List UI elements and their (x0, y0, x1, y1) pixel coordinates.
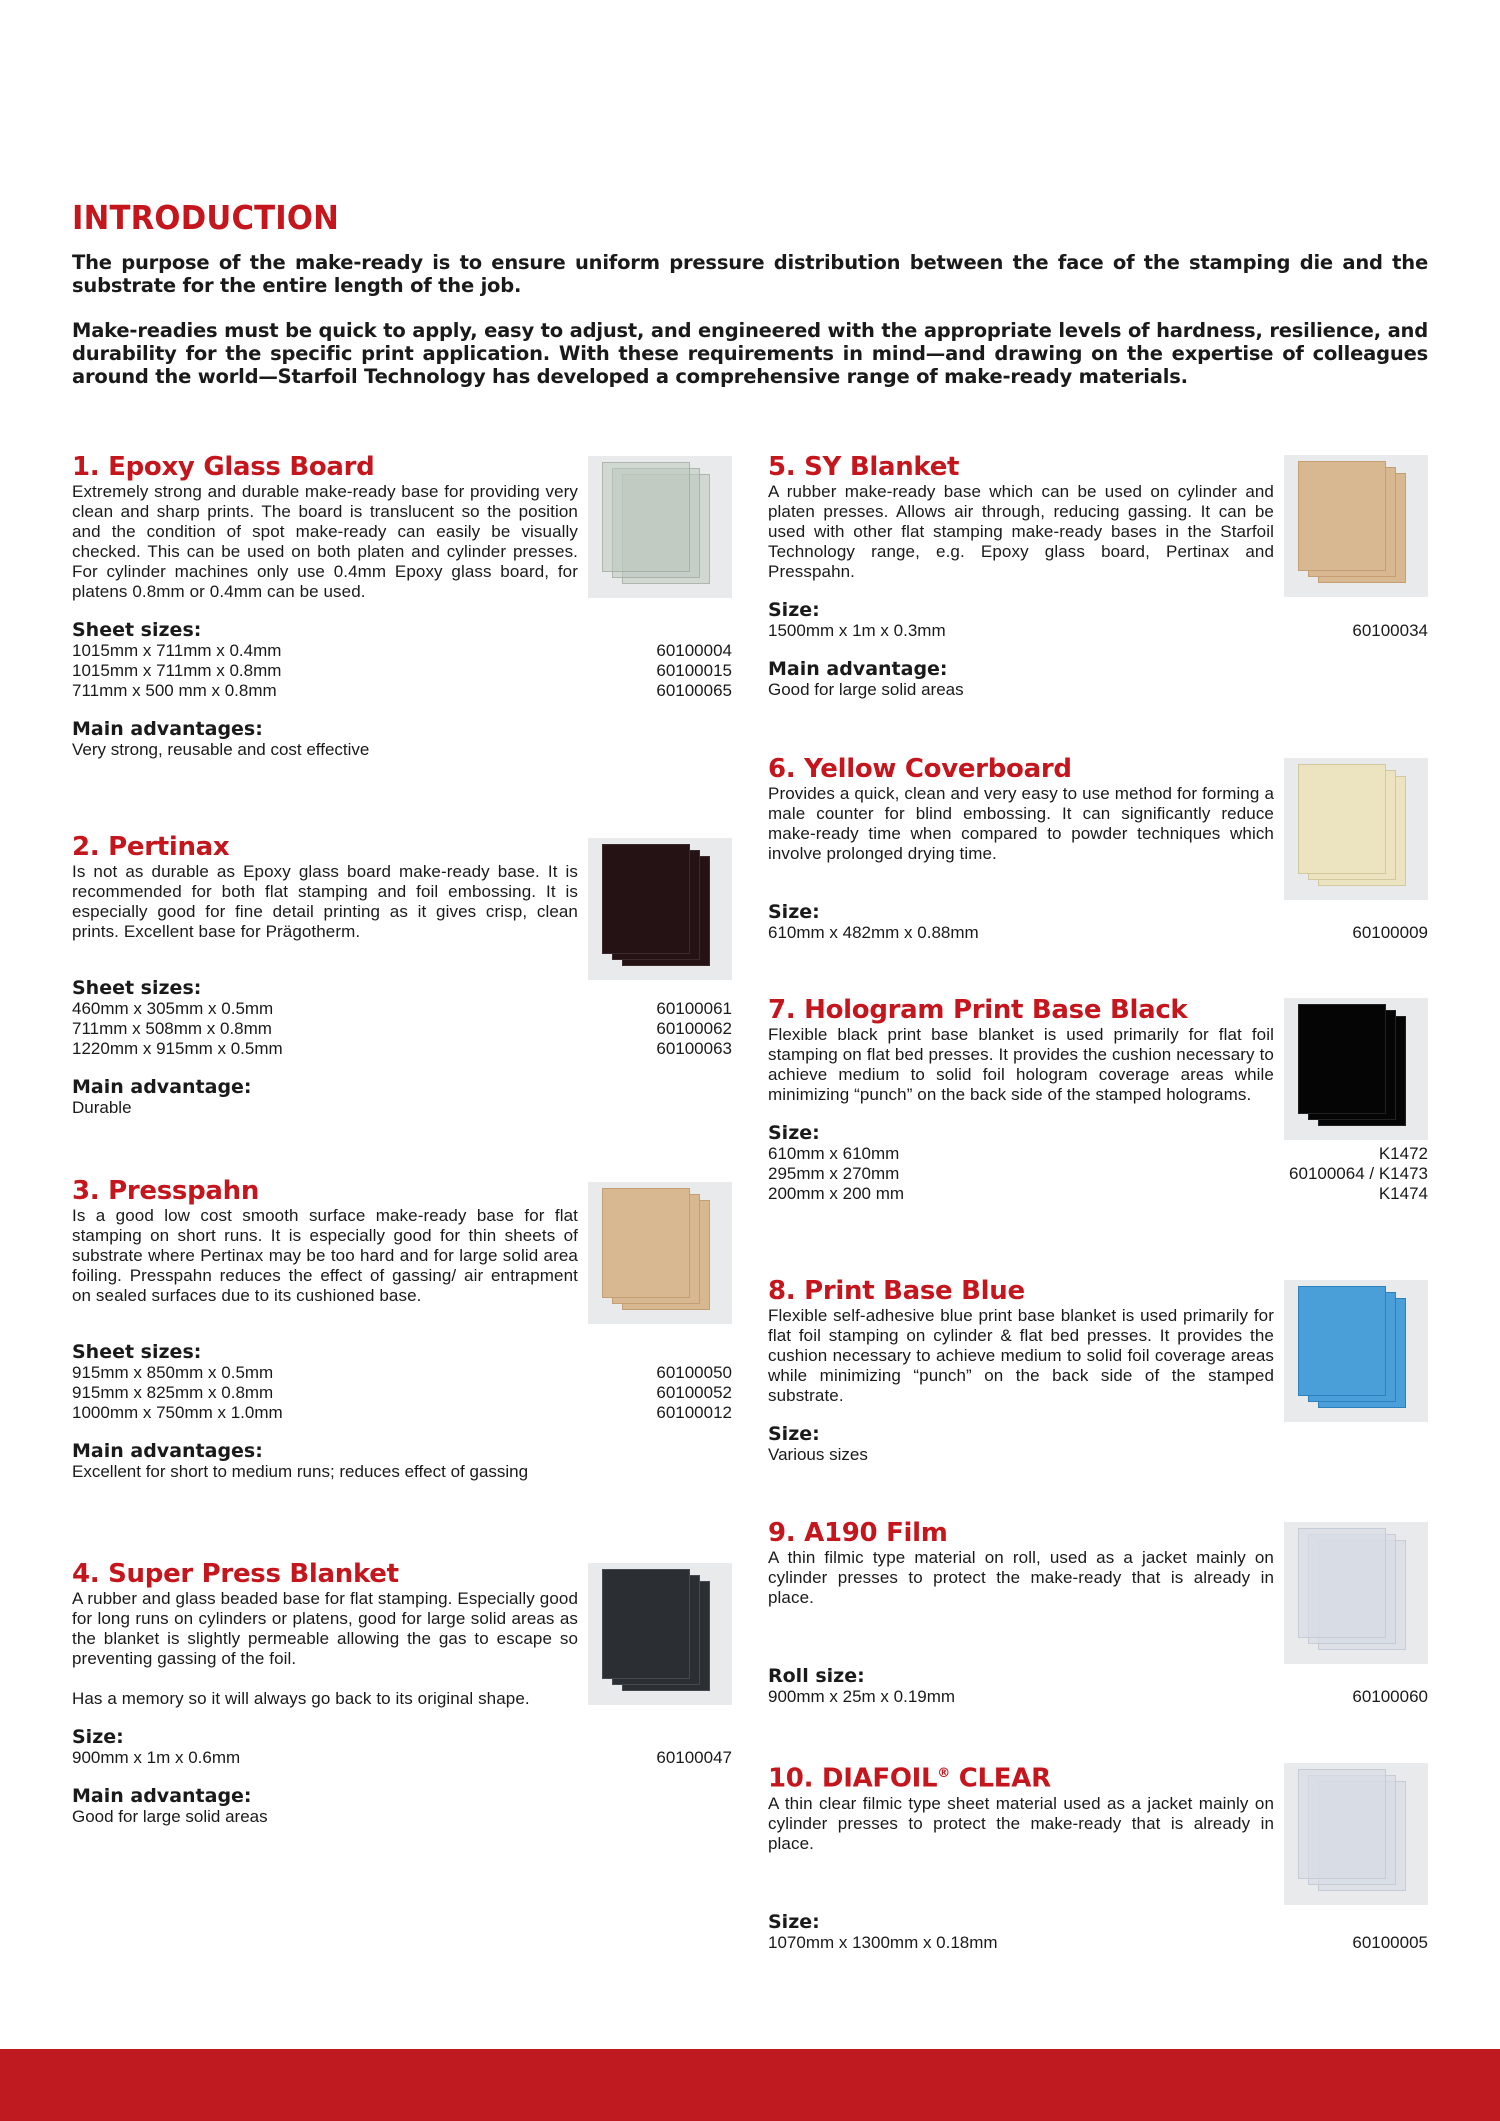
description-paragraph: Is a good low cost smooth surface make-ready base for flat stamping on short runs. It is especially good for thin sheets of substrate where Pertinax may be too hard and for large solid area foiling. Presspahn reduces the effect of gassing/ air entrapment on sealed surfaces due to its cushioned base. (72, 1206, 578, 1305)
size-spec (768, 1912, 1428, 1953)
size-label: Size: (768, 599, 820, 621)
size-spec (768, 600, 1428, 641)
product-code: 60100004 (656, 641, 732, 660)
product-description (72, 862, 578, 942)
size-value: 200mm x 200 mm (768, 1184, 905, 1203)
product-description (72, 482, 578, 602)
product-title: 1. Epoxy Glass Board (72, 452, 375, 482)
size-row (72, 1383, 732, 1403)
size-value: 711mm x 500 mm x 0.8mm (72, 681, 277, 700)
product-image (1284, 1522, 1428, 1664)
size-spec (768, 1424, 1428, 1465)
size-value: 915mm x 850mm x 0.5mm (72, 1363, 274, 1382)
size-row (768, 1687, 1428, 1707)
advantage-spec (72, 719, 732, 760)
size-label: Size: (768, 1122, 820, 1144)
size-label: Size: (768, 1910, 820, 1933)
product-code: 60100064 / K1473 (1289, 1164, 1428, 1183)
size-row (72, 641, 732, 661)
size-value: 460mm x 305mm x 0.5mm (72, 999, 274, 1018)
size-value: 610mm x 482mm x 0.88mm (768, 923, 979, 942)
description-paragraph: A rubber and glass beaded base for flat stamping. Especially good for long runs on cylinders or platens, good for large solid areas as the blanket is slightly permeable allowing the gas to escape so preventing gassing of the foil. (72, 1589, 578, 1668)
product-title: 7. Hologram Print Base Black (768, 995, 1188, 1025)
size-value: 900mm x 25m x 0.19mm (768, 1687, 956, 1706)
product-sy-blanket (768, 452, 1428, 700)
product-image (588, 1563, 732, 1705)
size-value: 1000mm x 750mm x 1.0mm (72, 1403, 283, 1422)
advantage-spec (72, 1441, 732, 1482)
size-label: Sheet sizes: (72, 619, 202, 641)
product-image (1284, 455, 1428, 597)
size-value: 1015mm x 711mm x 0.4mm (72, 641, 282, 660)
product-presspahn (72, 1176, 732, 1482)
size-row (72, 1039, 732, 1059)
product-description (768, 1025, 1274, 1105)
product-code: 60100015 (656, 661, 732, 680)
advantage-label: Main advantage: (768, 658, 948, 680)
product-code: 60100065 (656, 681, 732, 700)
size-row (768, 1933, 1428, 1953)
size-label: Sheet sizes: (72, 1341, 202, 1363)
product-a190-film (768, 1518, 1428, 1707)
advantage-label: Main advantages: (72, 1440, 263, 1462)
product-code: 60100063 (656, 1039, 732, 1058)
size-value: 711mm x 508mm x 0.8mm (72, 1019, 272, 1038)
size-value: 295mm x 270mm (768, 1164, 900, 1183)
product-description (768, 1548, 1274, 1608)
size-row (768, 1164, 1428, 1184)
size-spec (768, 902, 1428, 943)
product-code: 60100005 (1352, 1932, 1428, 1952)
size-value: 1070mm x 1300mm x 0.18mm (768, 1932, 998, 1952)
product-title: 4. Super Press Blanket (72, 1559, 399, 1589)
description-paragraph: Has a memory so it will always go back to its original shape. (72, 1689, 530, 1708)
size-value: 915mm x 825mm x 0.8mm (72, 1383, 274, 1402)
product-diafoil-clear (768, 1759, 1428, 1953)
introduction-section (72, 198, 1428, 410)
product-super-press-blanket (72, 1559, 732, 1827)
product-image (588, 1182, 732, 1324)
intro-paragraph: Make-readies must be quick to apply, easy to adjust, and engineered with the appropriate levels of hardness, resilience, and durability for the specific print application. With these requirements in mind—and drawing on the expertise of colleagues around the world—Starfoil Technology has developed a comprehensive range of make-ready materials. (72, 319, 1428, 388)
advantage-text: Excellent for short to medium runs; reduces effect of gassing (72, 1462, 529, 1481)
description-paragraph: A thin filmic type material on roll, used as a jacket mainly on cylinder presses to protect the make-ready that is already in place. (768, 1548, 1274, 1607)
product-description (72, 1206, 578, 1306)
size-label: Size: (768, 901, 820, 923)
product-code: 60100062 (656, 1019, 732, 1038)
advantage-text: Good for large solid areas (768, 680, 964, 699)
product-title: 10. DIAFOIL® CLEAR (768, 1763, 1051, 1794)
size-row (72, 1363, 732, 1383)
product-print-base-blue (768, 1276, 1428, 1465)
size-row (72, 1748, 732, 1768)
size-value: 1015mm x 711mm x 0.8mm (72, 661, 282, 680)
product-yellow-coverboard (768, 754, 1428, 943)
description-paragraph: Extremely strong and durable make-ready base for providing very clean and sharp prints. The board is translucent so the position and the condition of spot make-ready can easily be visually checked. This can be used on both platen and cylinder presses. For cylinder machines only use 0.4mm Epoxy glass board, for platens 0.8mm or 0.4mm can be used. (72, 482, 578, 601)
product-code: 60100061 (656, 999, 732, 1018)
size-value: 1220mm x 915mm x 0.5mm (72, 1039, 283, 1058)
size-row (72, 681, 732, 701)
advantage-text: Very strong, reusable and cost effective (72, 740, 370, 759)
description-paragraph: A thin clear filmic type sheet material used as a jacket mainly on cylinder presses to protect the make-ready that is already in place. (768, 1793, 1274, 1853)
product-title: 9. A190 Film (768, 1518, 948, 1548)
product-title: 3. Presspahn (72, 1176, 260, 1206)
description-paragraph: Flexible self-adhesive blue print base blanket is used primarily for flat foil stamping on cylinder & flat bed presses. It provides the cushion necessary to achieve medium to solid foil coverage areas while minimizing “punch” on the back side of the stamped substrate. (768, 1306, 1274, 1405)
product-description (72, 1589, 578, 1709)
advantage-label: Main advantage: (72, 1785, 252, 1807)
product-image (1284, 998, 1428, 1140)
advantage-text: Durable (72, 1098, 132, 1117)
advantage-spec (768, 659, 1428, 700)
size-value: 610mm x 610mm (768, 1144, 900, 1163)
product-code: 60100034 (1352, 621, 1428, 640)
introduction-heading: INTRODUCTION (72, 198, 340, 237)
product-image (588, 838, 732, 980)
description-paragraph: A rubber make-ready base which can be used on cylinder and platen presses. Allows air through, reducing gassing. It can be used with other flat stamping make-ready bases in the Starfoil Technology range, e.g. Epoxy glass board, Pertinax and Presspahn. (768, 482, 1274, 581)
size-label: Roll size: (768, 1665, 865, 1687)
intro-paragraph: The purpose of the make-ready is to ensure uniform pressure distribution between the face of the stamping die and the substrate for the entire length of the job. (72, 251, 1428, 297)
footer-bar (0, 2049, 1500, 2121)
size-spec (72, 1727, 732, 1768)
product-image (588, 456, 732, 598)
product-image (1284, 758, 1428, 900)
registered-mark: ® (937, 1766, 950, 1781)
product-pertinax (72, 832, 732, 1118)
size-spec (72, 620, 732, 701)
product-code: K1474 (1378, 1184, 1428, 1203)
product-code: 60100060 (1352, 1687, 1428, 1706)
size-row (72, 1403, 732, 1423)
size-row (72, 999, 732, 1019)
advantage-spec (72, 1786, 732, 1827)
advantage-label: Main advantage: (72, 1076, 252, 1098)
advantage-text: Good for large solid areas (72, 1807, 268, 1826)
product-description (768, 482, 1274, 582)
product-code: K1472 (1378, 1144, 1428, 1163)
product-code: 60100047 (656, 1748, 732, 1767)
size-label: Sheet sizes: (72, 977, 202, 999)
product-description (768, 1306, 1274, 1406)
description-paragraph: Is not as durable as Epoxy glass board make-ready base. It is recommended for both flat stamping and foil embossing. It is especially good for fine detail printing as it gives crisp, clean prints. Excellent base for Prägotherm. (72, 862, 578, 941)
product-title: 6. Yellow Coverboard (768, 754, 1072, 784)
size-row (768, 923, 1428, 943)
size-value: Various sizes (768, 1445, 868, 1464)
product-epoxy-glass-board (72, 452, 732, 760)
size-row (72, 1019, 732, 1039)
size-label: Size: (768, 1423, 820, 1445)
description-paragraph: Flexible black print base blanket is used primarily for flat foil stamping on flat bed presses. It provides the cushion necessary to achieve medium to solid foil hologram coverage areas while minimizing “punch” on the back side of the stamped holograms. (768, 1025, 1274, 1104)
size-value: 1500mm x 1m x 0.3mm (768, 621, 946, 640)
size-value: 900mm x 1m x 0.6mm (72, 1748, 241, 1767)
product-description (768, 784, 1274, 864)
size-label: Size: (72, 1726, 124, 1748)
product-code: 60100050 (656, 1363, 732, 1382)
description-paragraph: Provides a quick, clean and very easy to use method for forming a male counter for blind embossing. It can significantly reduce make-ready time when compared to powder techniques which involve prolonged drying time. (768, 784, 1274, 863)
size-spec (72, 978, 732, 1059)
product-description (768, 1794, 1274, 1854)
advantage-label: Main advantages: (72, 718, 263, 740)
product-code: 60100052 (656, 1383, 732, 1402)
product-title: 8. Print Base Blue (768, 1276, 1025, 1306)
size-row (768, 1144, 1428, 1164)
product-title: 2. Pertinax (72, 832, 230, 862)
product-title: 5. SY Blanket (768, 452, 960, 482)
size-spec (72, 1342, 732, 1423)
size-row (72, 661, 732, 681)
product-hologram-print-base-black (768, 995, 1428, 1204)
size-row (768, 621, 1428, 641)
advantage-spec (72, 1077, 732, 1118)
size-spec (768, 1666, 1428, 1707)
product-image (1284, 1280, 1428, 1422)
product-code: 60100009 (1352, 923, 1428, 942)
product-code: 60100012 (656, 1403, 732, 1422)
product-image (1284, 1763, 1428, 1905)
size-row (768, 1184, 1428, 1204)
